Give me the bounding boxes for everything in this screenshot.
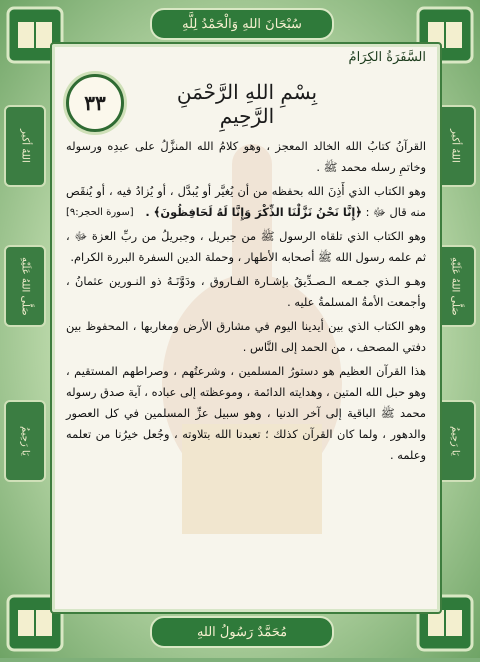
paragraph-text: وهو الكتاب الذي أَذِنَ الله بحفظه من أن يُغيَّر أو يُبدَّل ، أو يُزادُ فيه ، أو يُنقَص منه قال ﷻ : [66,184,426,219]
side-ornament: صَلَّى اللهُ عَلَيْهِ [434,245,476,327]
bottom-banner: مُحَمَّدٌ رَسُولُ اللهِ [150,616,334,648]
paragraph: وهو الكتاب الذي بين أيدينا اليوم في مشارق الأرض ومغاربها ، المحفوظ بين دفتي المصحف ، من الحمد إلى النَّاس . [66,319,426,354]
quran-verse: ﴿إِنَّا نَحْنُ نَزَّلْنَا الذِّكْرَ وَإِنَّا لَهُ لَحَافِظُونَ﴾ . [145,205,362,219]
page-paper [50,42,442,614]
paragraph [66,181,426,223]
paragraph: القرآنُ كتابُ الله الخالد المعجز ، وهو كلامُ الله المنزَّلُ على عبدِه ورسوله وخاتمِ رسله محمد ﷺ . [66,139,426,174]
side-ornament: صَلَّى اللهُ عَلَيْهِ [4,245,46,327]
body-text [66,136,426,469]
top-banner: سُبْحَانَ اللهِ وَالْحَمْدُ لِلَّهِ [150,8,334,40]
side-ornament: اللهُ أكبر [4,105,46,187]
basmala-calligraphy: بِسْمِ اللهِ الرَّحْمَنِ الرَّحِيمِ [176,80,318,128]
side-ornament: يَا رَحِيمُ [434,400,476,482]
paragraph: وهـو الـذي جمـعه الـصـدِّيقُ بإشـارة الفـاروق ، ودَوَّنَـهُ ذو النـورين عثمانُ ، وأجمعت الأمةُ المسلمةُ عليه . [66,274,426,309]
page-header-title: السَّفَرَةُ الكِرَامُ [348,50,426,65]
paragraph: هذا القرآن العظيم هو دستورُ المسلمين ، وشرعتُهم ، وصراطهم المستقيم ، وهو حبل الله المتين ، وهدايته الدائمة ، وموعظته إلى عباده ، آية صدق رسوله محمد ﷺ الباقية إلى آخر الدنيا ، وهو سبيل عزِّ المسلمين في كل العصور والدهور ، ولما كان القرآن كذلك ؛ تعبدنا الله بتلاوته ، وجُعل خيرُنا من تعلمه وعلمه . [66,364,426,462]
verse-reference: [سورة الحجر:٩] [66,207,134,218]
side-ornament: يَا رَحِيمُ [4,400,46,482]
paragraph: وهو الكتاب الذي تلقاه الرسول ﷺ من جبريل ، وجبريلُ من ربِّ العزة ﷻ ، ثم علمه رسول الله ﷺ أصحابه الأطهار ، وحملة الدين السفرة البررة الكرام. [66,229,426,264]
page-number-badge: ٣٣ [66,74,124,132]
side-ornament: اللهُ أكبر [434,105,476,187]
